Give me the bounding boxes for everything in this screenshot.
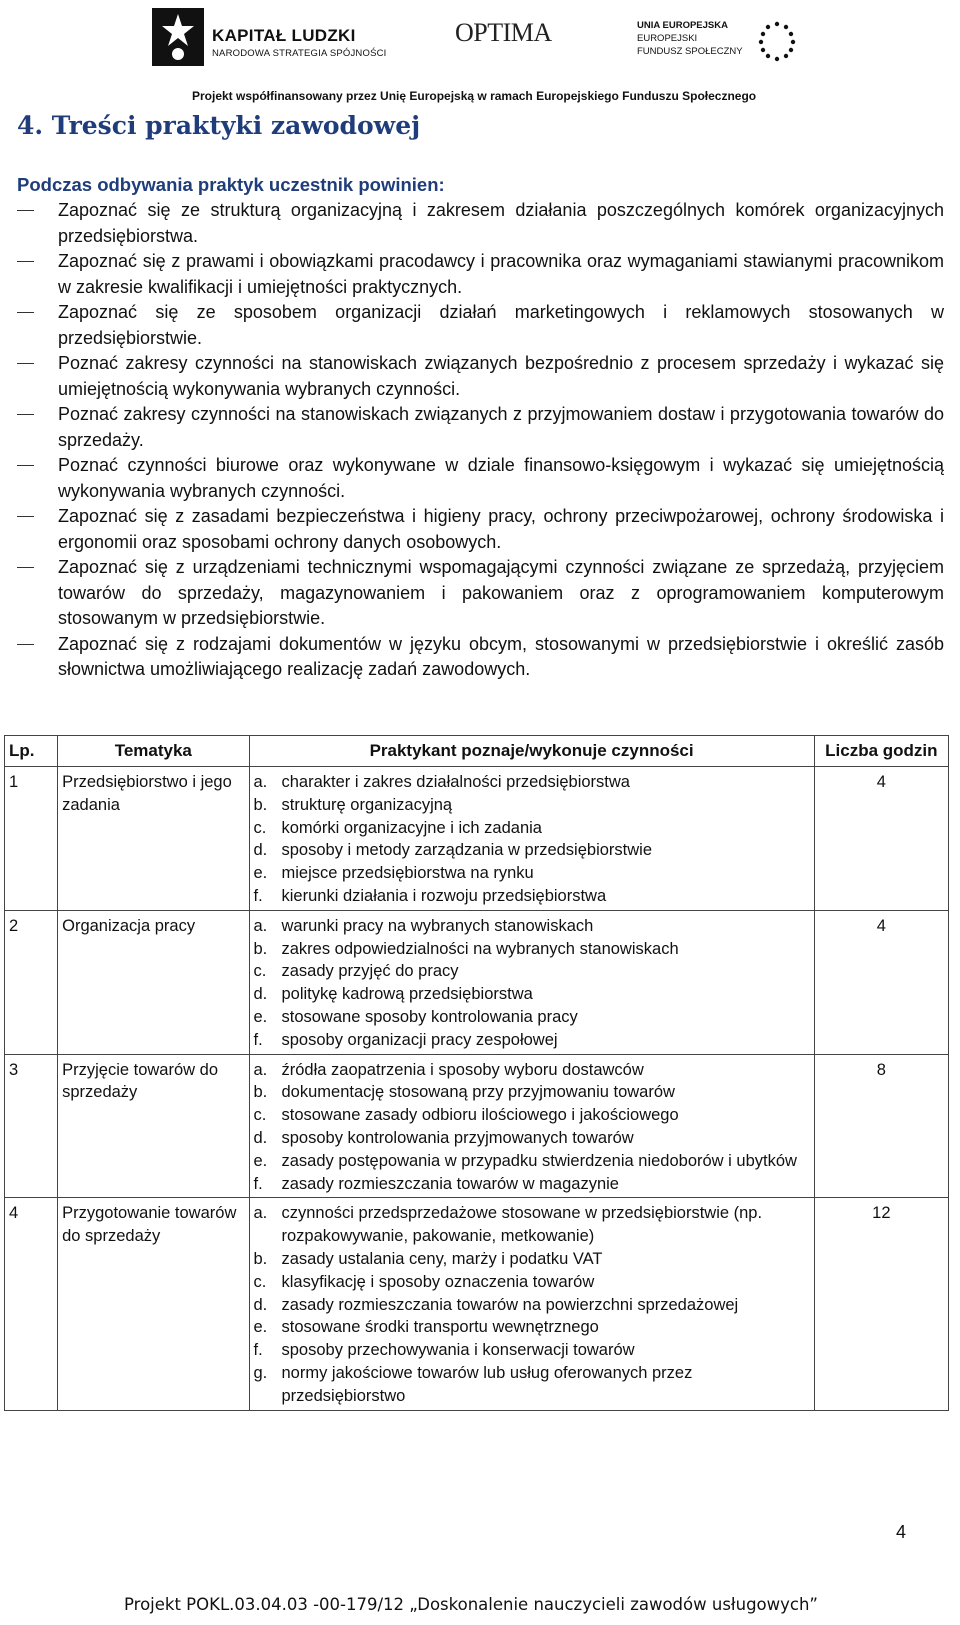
activity-item (254, 1316, 810, 1339)
header-topic: Tematyka (58, 736, 249, 767)
activity-item (254, 938, 810, 961)
activity-item (254, 817, 810, 840)
activity-item (254, 794, 810, 817)
activity-text: zasady postępowania w przypadku stwierdzenia niedoborów i ubytków (281, 1151, 797, 1170)
activity-item (254, 1362, 810, 1408)
activity-letter: c. (253, 1272, 267, 1291)
list-item-text: Zapoznać się z prawami i obowiązkami pracodawcy i pracownika oraz wymaganiami stawianymi pracownikom w zakresie kwalifikacji i umiejętności praktycznych. (58, 251, 944, 297)
dash-bullet-icon (17, 465, 34, 466)
activity-item (254, 1081, 810, 1104)
list-item (17, 504, 944, 555)
activity-text: stosowane środki transportu wewnętrznego (281, 1318, 599, 1337)
list-item-text: Poznać czynności biurowe oraz wykonywane w dziale finansowo-księgowym i wykazać się umiejętnością wykonywania wybranych czynności. (58, 455, 944, 501)
dash-bullet-icon (17, 363, 34, 364)
activity-text: stosowane sposoby kontrolowania pracy (281, 1007, 578, 1026)
page-number: 4 (896, 1522, 907, 1542)
header-activities: Praktykant poznaje/wykonuje czynności (249, 736, 814, 767)
list-item (17, 198, 944, 249)
activity-text: strukturę organizacyjną (281, 795, 453, 814)
row-hours: 12 (814, 1198, 948, 1410)
list-item-text: Zapoznać się z rodzajami dokumentów w języku obcym, stosowanymi w przedsiębiorstwie i określić zasób słownictwa umożliwiającego realizację zadań zawodowych. (58, 633, 944, 679)
activity-text: sposoby kontrolowania przyjmowanych towarów (281, 1128, 634, 1147)
activities-list (254, 1202, 810, 1407)
activity-item (254, 1150, 810, 1173)
list-item (17, 351, 944, 402)
activity-text: warunki pracy na wybranych stanowiskach (281, 916, 594, 935)
activity-text: kierunki działania i rozwoju przedsiębiorstwa (281, 886, 607, 905)
activity-item (254, 983, 810, 1006)
activity-item (254, 1127, 810, 1150)
dash-bullet-icon (17, 414, 34, 415)
row-lp: 1 (5, 767, 58, 911)
list-item-text: Zapoznać się z zasadami bezpieczeństwa i higieny pracy, ochrony przeciwpożarowej, ochrony środowiska i ergonomii oraz sposobami ochrony danych osobowych. (58, 506, 944, 552)
footer: Projekt POKL.03.04.03 -00-179/12 „Doskonalenie nauczycieli zawodów usługowych” (124, 1595, 818, 1614)
activity-letter: a. (253, 916, 268, 935)
activity-text: czynności przedsprzedażowe stosowane w przedsiębiorstwie (np. rozpakowywanie, pakowanie, metkowanie) (281, 1204, 763, 1246)
dash-bullet-icon (17, 516, 34, 517)
activity-text: stosowane zasady odbioru ilościowego i jakościowego (281, 1106, 679, 1125)
activity-item (254, 1202, 810, 1248)
activity-letter: d. (253, 1128, 268, 1147)
dash-bullet-icon (17, 312, 34, 313)
section-title: 4. Treści praktyki zawodowej (17, 111, 421, 140)
activity-text: charakter i zakres działalności przedsiębiorstwa (281, 773, 630, 791)
activity-text: miejsce przedsiębiorstwa na rynku (281, 864, 534, 883)
row-hours: 4 (814, 910, 948, 1054)
activity-item (254, 1104, 810, 1127)
activity-letter: a. (253, 1204, 268, 1223)
activity-text: sposoby i metody zarządzania w przedsiębiorstwie (281, 841, 653, 860)
activity-item (254, 1059, 810, 1082)
activity-text: klasyfikację i sposoby oznaczenia towarów (281, 1272, 595, 1291)
activity-text: zasady przyjęć do pracy (281, 962, 459, 981)
row-topic: Przyjęcie towarów do sprzedaży (58, 1054, 249, 1198)
table-row (5, 767, 949, 911)
activity-item (254, 915, 810, 938)
activity-text: normy jakościowe towarów lub usług oferowanych przez przedsiębiorstwo (281, 1363, 693, 1405)
list-item (17, 402, 944, 453)
table-header-row (5, 736, 949, 767)
funding-note: Projekt współfinansowany przez Unię Europejską w ramach Europejskiego Funduszu Społecznego (192, 89, 757, 103)
activity-letter: f. (253, 1174, 263, 1193)
row-topic: Przygotowanie towarów do sprzedaży (58, 1198, 249, 1410)
dash-bullet-icon (17, 210, 34, 211)
row-activities (249, 1198, 814, 1410)
header-hours: Liczba godzin (814, 736, 948, 767)
activity-letter: b. (253, 1083, 268, 1102)
table-body (5, 767, 949, 1411)
eu-flag-icon (747, 18, 807, 62)
activity-letter: e. (253, 1151, 268, 1170)
list-item (17, 632, 944, 683)
kapital-ludzki-emblem-icon (150, 6, 206, 68)
activity-letter: d. (253, 985, 268, 1004)
activity-item (254, 885, 810, 908)
row-hours: 8 (814, 1054, 948, 1198)
row-activities (249, 767, 814, 911)
row-topic: Przedsiębiorstwo i jego zadania (58, 767, 249, 911)
activity-letter: e. (253, 864, 268, 883)
activity-text: sposoby przechowywania i konserwacji towarów (281, 1341, 635, 1360)
activity-letter: f. (253, 886, 263, 905)
list-item-text: Zapoznać się ze sposobem organizacji działań marketingowych i reklamowych stosowanych w przedsiębiorstwie. (58, 302, 944, 348)
list-item-text: Zapoznać się z urządzeniami technicznymi wspomagającymi czynności związane ze sprzedażą, przyjęciem towarów do sprzedaży, magazynowaniem i pakowaniem oraz z oprogramowaniem komputerowym stosowanym w przedsiębiorstwie. (58, 557, 944, 628)
activity-letter: c. (253, 962, 267, 981)
activity-item (254, 1248, 810, 1271)
activity-text: zasady rozmieszczania towarów na powierzchni sprzedażowej (281, 1295, 739, 1314)
activity-item (254, 1339, 810, 1362)
activity-letter: d. (253, 1295, 268, 1314)
activity-item (254, 1029, 810, 1052)
activity-item (254, 771, 810, 794)
activity-item (254, 1006, 810, 1029)
row-hours: 4 (814, 767, 948, 911)
activity-item (254, 862, 810, 885)
intro-text: Podczas odbywania praktyk uczestnik powinien: (17, 174, 445, 195)
eu-logo (637, 18, 817, 62)
activity-text: źródła zaopatrzenia i sposoby wyboru dostawców (281, 1060, 644, 1079)
activity-item (254, 1271, 810, 1294)
row-activities (249, 1054, 814, 1198)
obligations-list (17, 198, 944, 683)
activities-list (254, 771, 810, 908)
activity-letter: f. (253, 1030, 263, 1049)
activity-letter: c. (253, 818, 267, 837)
dash-bullet-icon (17, 567, 34, 568)
practice-plan-table (4, 735, 949, 1411)
activity-letter: b. (253, 939, 268, 958)
dash-bullet-icon (17, 644, 34, 645)
kapital-ludzki-logo (150, 6, 400, 68)
kl-logo-subtitle: NARODOWA STRATEGIA SPÓJNOŚCI (212, 48, 387, 59)
list-item (17, 300, 944, 351)
table-row (5, 910, 949, 1054)
activity-letter: c. (253, 1106, 267, 1125)
activity-letter: d. (253, 841, 268, 860)
activity-text: dokumentację stosowaną przy przyjmowaniu towarów (281, 1083, 675, 1102)
list-item-text: Poznać zakresy czynności na stanowiskach związanych z przyjmowaniem dostaw i przygotowania towarów do sprzedaży. (58, 404, 944, 450)
row-activities (249, 910, 814, 1054)
row-lp: 4 (5, 1198, 58, 1410)
list-item-text: Poznać zakresy czynności na stanowiskach związanych bezpośrednio z procesem sprzedaży i wykazać się umiejętnością wykonywania wybranych czynności. (58, 353, 944, 399)
dash-bullet-icon (17, 261, 34, 262)
eu-logo-line: UNIA EUROPEJSKA (637, 20, 728, 31)
activity-item (254, 960, 810, 983)
activity-letter: e. (253, 1007, 268, 1026)
header-lp: Lp. (5, 736, 58, 767)
row-lp: 2 (5, 910, 58, 1054)
table-row (5, 1054, 949, 1198)
list-item (17, 249, 944, 300)
activity-letter: b. (253, 795, 268, 814)
activities-list (254, 915, 810, 1052)
activity-text: zasady ustalania ceny, marży i podatku VAT (281, 1249, 603, 1268)
activity-letter: e. (253, 1318, 268, 1337)
activity-item (254, 839, 810, 862)
eu-logo-line: FUNDUSZ SPOŁECZNY (637, 46, 743, 57)
activity-text: zasady rozmieszczania towarów w magazynie (281, 1174, 619, 1193)
activity-letter: f. (253, 1341, 263, 1360)
activity-item (254, 1294, 810, 1317)
activity-letter: a. (253, 773, 268, 791)
activity-letter: b. (253, 1249, 268, 1268)
activity-letter: g. (253, 1363, 268, 1382)
header-logos (0, 0, 960, 108)
list-item (17, 555, 944, 632)
row-lp: 3 (5, 1054, 58, 1198)
activity-text: komórki organizacyjne i ich zadania (281, 818, 542, 837)
list-item-text: Zapoznać się ze strukturą organizacyjną i zakresem działania poszczególnych komórek organizacyjnych przedsiębiorstwa. (58, 200, 944, 246)
activity-text: politykę kadrową przedsiębiorstwa (281, 985, 533, 1004)
eu-logo-line: EUROPEJSKI (637, 33, 698, 44)
activity-item (254, 1173, 810, 1196)
list-item (17, 453, 944, 504)
row-topic: Organizacja pracy (58, 910, 249, 1054)
kl-logo-title: KAPITAŁ LUDZKI (212, 26, 356, 45)
activity-text: sposoby organizacji pracy zespołowej (281, 1030, 558, 1049)
table-row (5, 1198, 949, 1410)
activity-letter: a. (253, 1060, 268, 1079)
activity-text: zakres odpowiedzialności na wybranych stanowiskach (281, 939, 679, 958)
optima-logo: OPTIMA (455, 18, 552, 47)
activities-list (254, 1059, 810, 1196)
